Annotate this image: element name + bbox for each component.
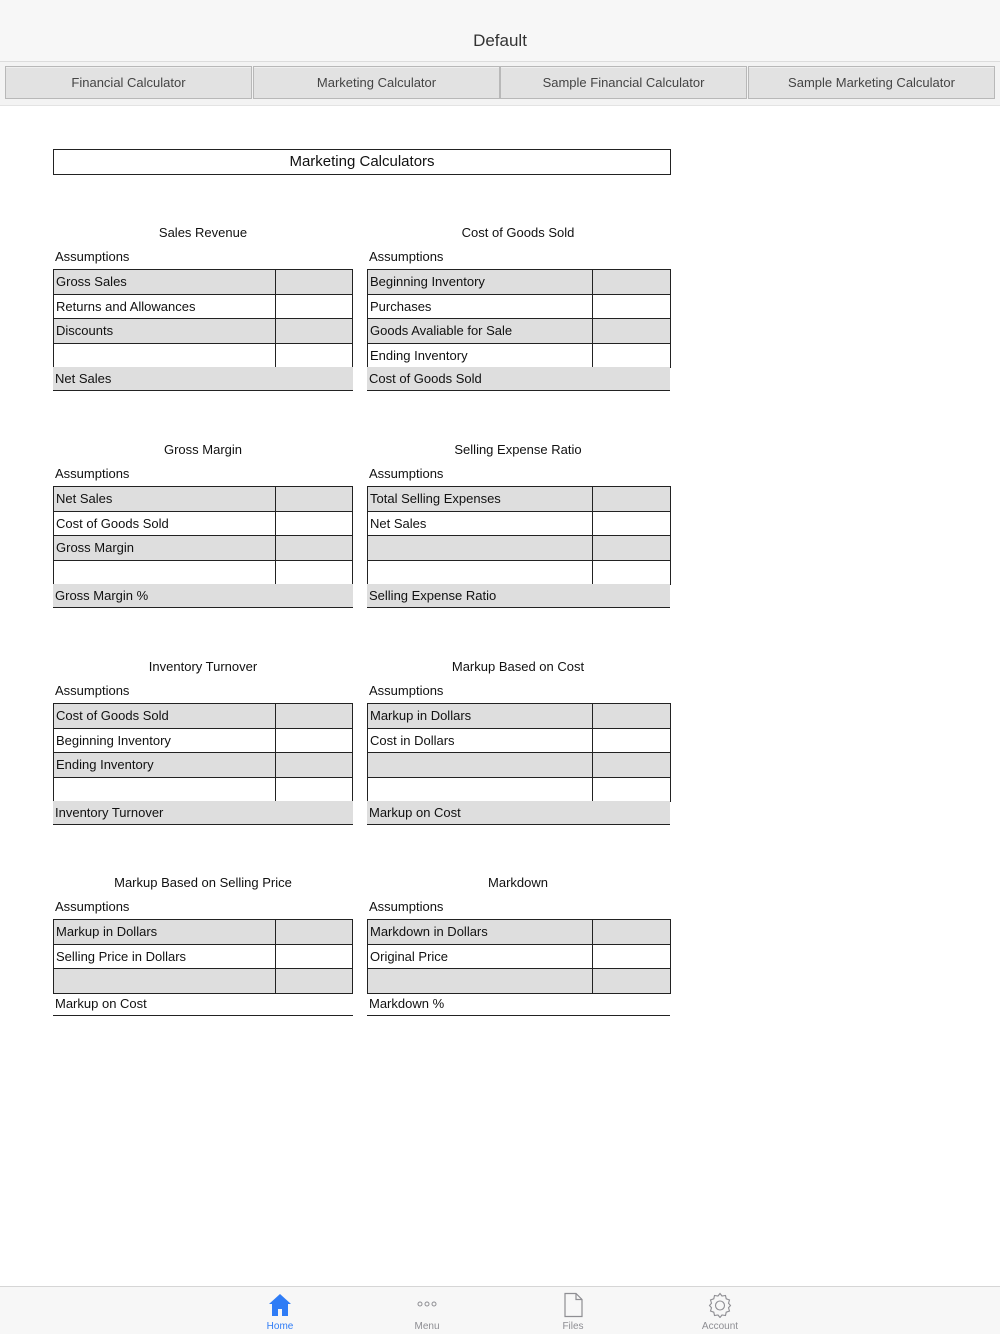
value-cell[interactable] — [276, 295, 352, 319]
block-title: Selling Expense Ratio — [454, 442, 582, 457]
input-row — [368, 778, 670, 803]
block-title: Sales Revenue — [158, 225, 248, 240]
calculator-tabs — [0, 62, 1000, 106]
assumptions-label: Assumptions — [55, 683, 130, 698]
input-grid — [367, 919, 671, 994]
value-cell[interactable] — [593, 270, 670, 294]
input-row — [368, 920, 670, 945]
assumptions-label: Assumptions — [55, 466, 130, 481]
tab-label: Files — [562, 1321, 584, 1332]
input-grid — [367, 269, 671, 368]
value-cell[interactable] — [276, 344, 352, 368]
result-row: Markdown % — [367, 992, 670, 1016]
value-cell[interactable] — [593, 344, 670, 368]
row-label — [368, 969, 593, 993]
input-row — [54, 319, 352, 344]
row-label: Ending Inventory — [368, 344, 593, 368]
file-icon — [561, 1292, 585, 1318]
row-label: Selling Price in Dollars — [54, 945, 276, 969]
result-row: Selling Expense Ratio — [367, 584, 670, 608]
gear-icon — [708, 1292, 732, 1318]
bottom-tab-bar — [0, 1286, 1000, 1334]
tab-home[interactable] — [240, 1287, 320, 1335]
input-row — [54, 704, 352, 729]
input-row — [368, 295, 670, 320]
value-cell[interactable] — [276, 536, 352, 560]
value-cell[interactable] — [593, 487, 670, 511]
input-row — [54, 920, 352, 945]
assumptions-label: Assumptions — [55, 899, 130, 914]
value-cell[interactable] — [276, 704, 352, 728]
calc-block-gross-margin — [53, 442, 353, 612]
row-label — [54, 969, 276, 993]
value-cell[interactable] — [276, 512, 352, 536]
value-cell[interactable] — [593, 512, 670, 536]
input-row — [368, 753, 670, 778]
value-cell[interactable] — [276, 969, 352, 993]
row-label: Gross Margin — [54, 536, 276, 560]
input-row — [54, 487, 352, 512]
input-row — [54, 753, 352, 778]
result-row: Gross Margin % — [53, 584, 353, 608]
input-grid — [53, 919, 353, 994]
value-cell[interactable] — [593, 753, 670, 777]
input-grid — [53, 486, 353, 585]
value-cell[interactable] — [276, 487, 352, 511]
calc-block-cost-of-goods-sold — [367, 225, 671, 395]
value-cell[interactable] — [276, 729, 352, 753]
tab-files[interactable] — [533, 1287, 613, 1335]
row-label: Total Selling Expenses — [368, 487, 593, 511]
row-label: Markdown in Dollars — [368, 920, 593, 944]
calc-block-markup-based-on-cost — [367, 659, 671, 829]
input-row — [54, 778, 352, 803]
tab-financial-calculator[interactable]: Financial Calculator — [5, 66, 252, 99]
input-row — [54, 536, 352, 561]
value-cell[interactable] — [276, 561, 352, 585]
tab-label: Account — [701, 1321, 739, 1332]
result-row: Net Sales — [53, 367, 353, 391]
value-cell[interactable] — [276, 945, 352, 969]
block-title: Markup Based on Cost — [451, 659, 585, 674]
value-cell[interactable] — [593, 561, 670, 585]
row-label: Net Sales — [54, 487, 276, 511]
value-cell[interactable] — [593, 295, 670, 319]
input-row — [368, 561, 670, 586]
assumptions-label: Assumptions — [369, 466, 444, 481]
row-label: Cost of Goods Sold — [54, 704, 276, 728]
result-row: Markup on Cost — [367, 801, 670, 825]
row-label: Cost in Dollars — [368, 729, 593, 753]
value-cell[interactable] — [593, 945, 670, 969]
row-label: Cost of Goods Sold — [54, 512, 276, 536]
nav-bar — [0, 0, 1000, 62]
row-label — [368, 536, 593, 560]
row-label — [54, 778, 276, 802]
more-icon — [415, 1292, 439, 1318]
tab-sample-financial-calculator[interactable]: Sample Financial Calculator — [500, 66, 747, 99]
result-row: Inventory Turnover — [53, 801, 353, 825]
input-row — [54, 295, 352, 320]
row-label — [368, 561, 593, 585]
assumptions-label: Assumptions — [55, 249, 130, 264]
calc-block-selling-expense-ratio — [367, 442, 671, 612]
row-label: Markup in Dollars — [54, 920, 276, 944]
assumptions-label: Assumptions — [369, 683, 444, 698]
tab-marketing-calculator[interactable]: Marketing Calculator — [253, 66, 500, 99]
input-row — [54, 512, 352, 537]
tab-label: Menu — [414, 1321, 440, 1332]
row-label — [368, 778, 593, 802]
tab-label: Home — [266, 1321, 294, 1332]
calc-block-inventory-turnover — [53, 659, 353, 829]
input-grid — [367, 486, 671, 585]
page-title: Default — [473, 31, 527, 50]
input-row — [368, 729, 670, 754]
value-cell[interactable] — [276, 778, 352, 802]
input-row — [54, 270, 352, 295]
value-cell[interactable] — [276, 753, 352, 777]
result-row: Markup on Cost — [53, 992, 353, 1016]
row-label: Ending Inventory — [54, 753, 276, 777]
input-row — [368, 945, 670, 970]
value-cell[interactable] — [593, 729, 670, 753]
block-title: Markup Based on Selling Price — [114, 875, 292, 890]
row-label: Original Price — [368, 945, 593, 969]
tab-sample-marketing-calculator[interactable]: Sample Marketing Calculator — [748, 66, 995, 99]
input-row — [54, 969, 352, 994]
calc-block-markup-based-on-selling-price — [53, 875, 353, 1020]
input-row — [54, 945, 352, 970]
row-label: Beginning Inventory — [54, 729, 276, 753]
row-label: Net Sales — [368, 512, 593, 536]
row-label: Discounts — [54, 319, 276, 343]
row-label: Purchases — [368, 295, 593, 319]
value-cell[interactable] — [276, 319, 352, 343]
input-row — [54, 729, 352, 754]
sheet-title: Marketing Calculators — [53, 149, 671, 175]
input-row — [368, 969, 670, 994]
value-cell[interactable] — [593, 704, 670, 728]
row-label: Beginning Inventory — [368, 270, 593, 294]
block-title: Cost of Goods Sold — [461, 225, 575, 240]
row-label — [368, 753, 593, 777]
value-cell[interactable] — [276, 270, 352, 294]
row-label: Gross Sales — [54, 270, 276, 294]
block-title: Inventory Turnover — [148, 659, 258, 674]
input-row — [368, 319, 670, 344]
block-title: Markdown — [488, 875, 548, 890]
assumptions-label: Assumptions — [369, 249, 444, 264]
home-icon — [268, 1292, 292, 1318]
block-title: Gross Margin — [163, 442, 243, 457]
row-label — [54, 344, 276, 368]
input-row — [54, 344, 352, 369]
input-row — [368, 704, 670, 729]
input-row — [368, 487, 670, 512]
value-cell[interactable] — [593, 920, 670, 944]
row-label — [54, 561, 276, 585]
tab-menu[interactable] — [387, 1287, 467, 1335]
input-row — [368, 512, 670, 537]
value-cell[interactable] — [593, 778, 670, 802]
input-row — [368, 270, 670, 295]
assumptions-label: Assumptions — [369, 899, 444, 914]
input-grid — [367, 703, 671, 802]
input-grid — [53, 703, 353, 802]
value-cell[interactable] — [593, 319, 670, 343]
row-label: Goods Avaliable for Sale — [368, 319, 593, 343]
input-grid — [53, 269, 353, 368]
calc-block-markdown — [367, 875, 671, 1020]
input-row — [368, 536, 670, 561]
input-row — [54, 561, 352, 586]
row-label: Markup in Dollars — [368, 704, 593, 728]
input-row — [368, 344, 670, 369]
value-cell[interactable] — [593, 969, 670, 993]
result-row: Cost of Goods Sold — [367, 367, 670, 391]
tab-account[interactable] — [680, 1287, 760, 1335]
value-cell[interactable] — [276, 920, 352, 944]
calc-block-sales-revenue — [53, 225, 353, 395]
row-label: Returns and Allowances — [54, 295, 276, 319]
value-cell[interactable] — [593, 536, 670, 560]
